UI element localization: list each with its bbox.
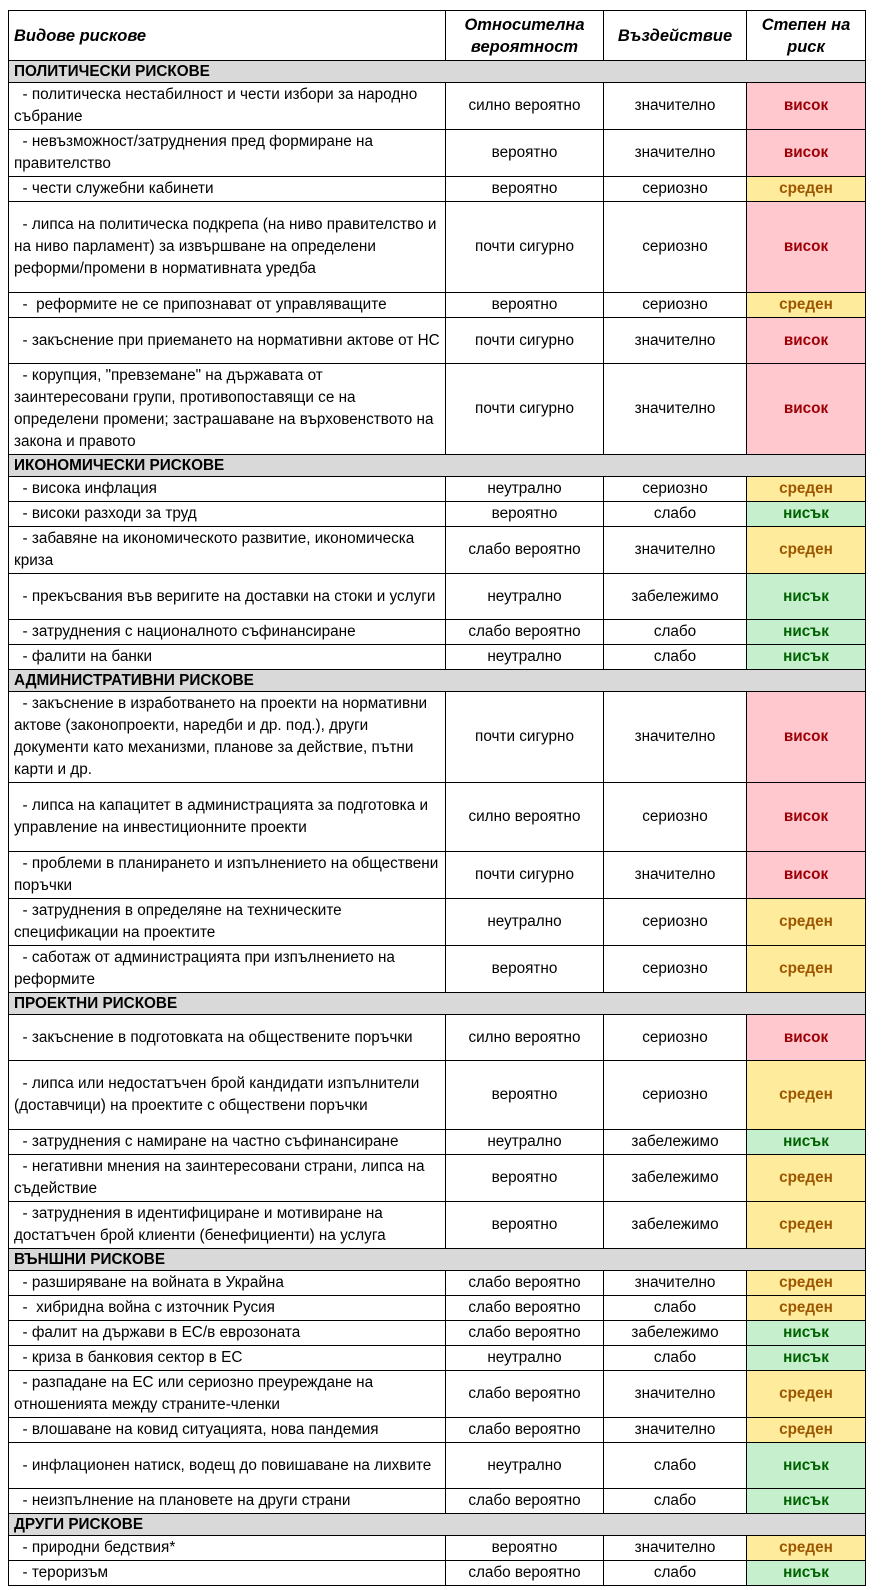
- risk-level: среден: [747, 1371, 866, 1418]
- risk-row: [9, 293, 866, 318]
- section-header-row: [9, 993, 866, 1015]
- risk-probability: слабо вероятно: [446, 620, 604, 645]
- risk-description: - разпадане на ЕС или сериозно преуреждане на отношенията между страните-членки: [9, 1371, 446, 1418]
- risk-table-body: [9, 61, 866, 1586]
- risk-probability: силно вероятно: [446, 783, 604, 852]
- risk-row: [9, 477, 866, 502]
- risk-description: - закъснение в изработването на проекти на нормативни актове (законопроекти, наредби и др. под.), други документи като механизми, планове за действие, пътни карти и др.: [9, 692, 446, 783]
- risk-probability: почти сигурно: [446, 852, 604, 899]
- risk-level: нисък: [747, 1561, 866, 1586]
- risk-probability: вероятно: [446, 1061, 604, 1130]
- risk-description: - криза в банковия сектор в ЕС: [9, 1346, 446, 1371]
- risk-level: среден: [747, 1155, 866, 1202]
- risk-description: - липса на политическа подкрепа (на ниво правителство и на ниво парламент) за извършване на определени реформи/промени в нормативната уредба: [9, 202, 446, 293]
- risk-level: нисък: [747, 574, 866, 620]
- risk-probability: почти сигурно: [446, 692, 604, 783]
- risk-level: среден: [747, 1202, 866, 1249]
- risk-description: - реформите не се припознават от управляващите: [9, 293, 446, 318]
- risk-table-container: [8, 10, 866, 1586]
- risk-level: нисък: [747, 1489, 866, 1514]
- risk-probability: слабо вероятно: [446, 1371, 604, 1418]
- risk-impact: значително: [604, 364, 747, 455]
- risk-impact: значително: [604, 1536, 747, 1561]
- risk-description: - затруднения с националното съфинансиране: [9, 620, 446, 645]
- risk-impact: значително: [604, 1271, 747, 1296]
- risk-probability: неутрално: [446, 1443, 604, 1489]
- risk-row: [9, 1443, 866, 1489]
- risk-impact: сериозно: [604, 1061, 747, 1130]
- risk-probability: слабо вероятно: [446, 1418, 604, 1443]
- section-title: ПОЛИТИЧЕСКИ РИСКОВЕ: [9, 61, 866, 83]
- risk-level: висок: [747, 1015, 866, 1061]
- risk-probability: неутрално: [446, 899, 604, 946]
- risk-description: - влошаване на ковид ситуацията, нова пандемия: [9, 1418, 446, 1443]
- risk-description: - инфлационен натиск, водещ до повишаване на лихвите: [9, 1443, 446, 1489]
- risk-row: [9, 645, 866, 670]
- risk-table: [8, 10, 866, 1586]
- risk-impact: забележимо: [604, 1155, 747, 1202]
- risk-row: [9, 502, 866, 527]
- risk-description: - затруднения с намиране на частно съфинансиране: [9, 1130, 446, 1155]
- risk-probability: слабо вероятно: [446, 1561, 604, 1586]
- risk-impact: сериозно: [604, 899, 747, 946]
- risk-level: среден: [747, 1061, 866, 1130]
- risk-row: [9, 1202, 866, 1249]
- risk-probability: слабо вероятно: [446, 1271, 604, 1296]
- risk-probability: неутрално: [446, 574, 604, 620]
- section-title: ПРОЕКТНИ РИСКОВЕ: [9, 993, 866, 1015]
- risk-description: - природни бедствия*: [9, 1536, 446, 1561]
- section-header-row: [9, 455, 866, 477]
- risk-probability: вероятно: [446, 1202, 604, 1249]
- risk-row: [9, 130, 866, 177]
- risk-level: нисък: [747, 502, 866, 527]
- risk-row: [9, 692, 866, 783]
- risk-impact: значително: [604, 318, 747, 364]
- risk-impact: значително: [604, 1371, 747, 1418]
- risk-probability: слабо вероятно: [446, 1489, 604, 1514]
- risk-level: висок: [747, 130, 866, 177]
- risk-impact: значително: [604, 130, 747, 177]
- header-probability: Относителна вероятност: [446, 11, 604, 61]
- risk-row: [9, 620, 866, 645]
- risk-impact: сериозно: [604, 177, 747, 202]
- risk-level: среден: [747, 946, 866, 993]
- risk-probability: вероятно: [446, 946, 604, 993]
- risk-description: - политическа нестабилност и чести избори за народно събрание: [9, 83, 446, 130]
- risk-description: - тероризъм: [9, 1561, 446, 1586]
- risk-impact: сериозно: [604, 202, 747, 293]
- risk-level: нисък: [747, 1346, 866, 1371]
- risk-probability: почти сигурно: [446, 202, 604, 293]
- risk-probability: вероятно: [446, 293, 604, 318]
- risk-description: - липса или недостатъчен брой кандидати изпълнители (доставчици) на проектите с обществени поръчки: [9, 1061, 446, 1130]
- risk-probability: слабо вероятно: [446, 527, 604, 574]
- risk-description: - закъснение в подготовката на обществените поръчки: [9, 1015, 446, 1061]
- risk-impact: значително: [604, 83, 747, 130]
- risk-row: [9, 783, 866, 852]
- risk-impact: сериозно: [604, 783, 747, 852]
- risk-description: - саботаж от администрацията при изпълнението на реформите: [9, 946, 446, 993]
- risk-level: среден: [747, 1536, 866, 1561]
- section-header-row: [9, 670, 866, 692]
- risk-level: нисък: [747, 1321, 866, 1346]
- risk-row: [9, 946, 866, 993]
- risk-row: [9, 574, 866, 620]
- risk-row: [9, 1346, 866, 1371]
- risk-level: среден: [747, 899, 866, 946]
- risk-impact: значително: [604, 852, 747, 899]
- risk-impact: слабо: [604, 1443, 747, 1489]
- risk-row: [9, 1015, 866, 1061]
- risk-impact: сериозно: [604, 477, 747, 502]
- risk-probability: вероятно: [446, 130, 604, 177]
- risk-level: висок: [747, 852, 866, 899]
- risk-row: [9, 1130, 866, 1155]
- risk-impact: забележимо: [604, 574, 747, 620]
- risk-probability: силно вероятно: [446, 83, 604, 130]
- risk-description: - корупция, "превземане" на държавата от заинтересовани групи, противопоставящи се на определени промени; застрашаване на върховенството на закона и правото: [9, 364, 446, 455]
- risk-probability: слабо вероятно: [446, 1321, 604, 1346]
- header-risk-type: Видове рискове: [9, 11, 446, 61]
- risk-impact: слабо: [604, 620, 747, 645]
- risk-description: - затруднения в определяне на техническите спецификации на проектите: [9, 899, 446, 946]
- risk-row: [9, 1155, 866, 1202]
- risk-impact: слабо: [604, 1346, 747, 1371]
- risk-impact: сериозно: [604, 293, 747, 318]
- risk-probability: неутрално: [446, 477, 604, 502]
- risk-description: - забавяне на икономическото развитие, икономическа криза: [9, 527, 446, 574]
- risk-level: нисък: [747, 645, 866, 670]
- risk-level: нисък: [747, 1130, 866, 1155]
- risk-impact: слабо: [604, 1489, 747, 1514]
- risk-level: нисък: [747, 620, 866, 645]
- risk-impact: забележимо: [604, 1202, 747, 1249]
- risk-level: среден: [747, 177, 866, 202]
- risk-impact: сериозно: [604, 946, 747, 993]
- risk-row: [9, 1561, 866, 1586]
- risk-row: [9, 527, 866, 574]
- risk-row: [9, 852, 866, 899]
- risk-row: [9, 1418, 866, 1443]
- risk-row: [9, 364, 866, 455]
- risk-impact: забележимо: [604, 1130, 747, 1155]
- risk-row: [9, 1061, 866, 1130]
- risk-probability: вероятно: [446, 1155, 604, 1202]
- risk-probability: вероятно: [446, 1536, 604, 1561]
- risk-row: [9, 83, 866, 130]
- risk-level: висок: [747, 364, 866, 455]
- risk-row: [9, 1271, 866, 1296]
- risk-level: висок: [747, 783, 866, 852]
- risk-level: висок: [747, 202, 866, 293]
- risk-description: - високи разходи за труд: [9, 502, 446, 527]
- risk-level: висок: [747, 692, 866, 783]
- risk-level: висок: [747, 318, 866, 364]
- risk-probability: неутрално: [446, 1346, 604, 1371]
- risk-row: [9, 318, 866, 364]
- risk-probability: неутрално: [446, 1130, 604, 1155]
- risk-probability: почти сигурно: [446, 364, 604, 455]
- risk-level: среден: [747, 1296, 866, 1321]
- risk-level: висок: [747, 83, 866, 130]
- risk-description: - негативни мнения на заинтересовани страни, липса на съдействие: [9, 1155, 446, 1202]
- risk-impact: значително: [604, 527, 747, 574]
- risk-description: - висока инфлация: [9, 477, 446, 502]
- section-header-row: [9, 1249, 866, 1271]
- risk-row: [9, 202, 866, 293]
- risk-row: [9, 177, 866, 202]
- risk-row: [9, 899, 866, 946]
- section-header-row: [9, 61, 866, 83]
- risk-level: среден: [747, 477, 866, 502]
- risk-description: - закъснение при приемането на нормативни актове от НС: [9, 318, 446, 364]
- section-header-row: [9, 1514, 866, 1536]
- section-title: ВЪНШНИ РИСКОВЕ: [9, 1249, 866, 1271]
- header-row: [9, 11, 866, 61]
- risk-impact: слабо: [604, 502, 747, 527]
- risk-impact: слабо: [604, 1561, 747, 1586]
- risk-impact: сериозно: [604, 1015, 747, 1061]
- risk-impact: слабо: [604, 645, 747, 670]
- risk-row: [9, 1489, 866, 1514]
- section-title: ДРУГИ РИСКОВЕ: [9, 1514, 866, 1536]
- risk-level: среден: [747, 1271, 866, 1296]
- risk-description: - чести служебни кабинети: [9, 177, 446, 202]
- risk-description: - неизпълнение на плановете на други страни: [9, 1489, 446, 1514]
- risk-description: - невъзможност/затруднения пред формиране на правителство: [9, 130, 446, 177]
- risk-probability: почти сигурно: [446, 318, 604, 364]
- risk-description: - разширяване на войната в Украйна: [9, 1271, 446, 1296]
- risk-description: - прекъсвания във веригите на доставки на стоки и услуги: [9, 574, 446, 620]
- risk-row: [9, 1371, 866, 1418]
- risk-description: - хибридна война с източник Русия: [9, 1296, 446, 1321]
- risk-level: среден: [747, 527, 866, 574]
- risk-probability: слабо вероятно: [446, 1296, 604, 1321]
- risk-description: - фалит на държави в ЕС/в еврозоната: [9, 1321, 446, 1346]
- risk-description: - затруднения в идентифициране и мотивиране на достатъчен брой клиенти (бенефициенти) на услуга: [9, 1202, 446, 1249]
- risk-description: - фалити на банки: [9, 645, 446, 670]
- risk-probability: вероятно: [446, 502, 604, 527]
- risk-probability: неутрално: [446, 645, 604, 670]
- risk-impact: значително: [604, 692, 747, 783]
- risk-description: - липса на капацитет в администрацията за подготовка и управление на инвестиционните проекти: [9, 783, 446, 852]
- risk-level: среден: [747, 1418, 866, 1443]
- risk-probability: силно вероятно: [446, 1015, 604, 1061]
- risk-row: [9, 1536, 866, 1561]
- header-impact: Въздействие: [604, 11, 747, 61]
- risk-impact: значително: [604, 1418, 747, 1443]
- risk-row: [9, 1296, 866, 1321]
- risk-impact: забележимо: [604, 1321, 747, 1346]
- risk-impact: слабо: [604, 1296, 747, 1321]
- risk-probability: вероятно: [446, 177, 604, 202]
- risk-level: нисък: [747, 1443, 866, 1489]
- risk-row: [9, 1321, 866, 1346]
- risk-description: - проблеми в планирането и изпълнението на обществени поръчки: [9, 852, 446, 899]
- header-risk-level: Степен на риск: [747, 11, 866, 61]
- risk-level: среден: [747, 293, 866, 318]
- section-title: АДМИНИСТРАТИВНИ РИСКОВЕ: [9, 670, 866, 692]
- section-title: ИКОНОМИЧЕСКИ РИСКОВЕ: [9, 455, 866, 477]
